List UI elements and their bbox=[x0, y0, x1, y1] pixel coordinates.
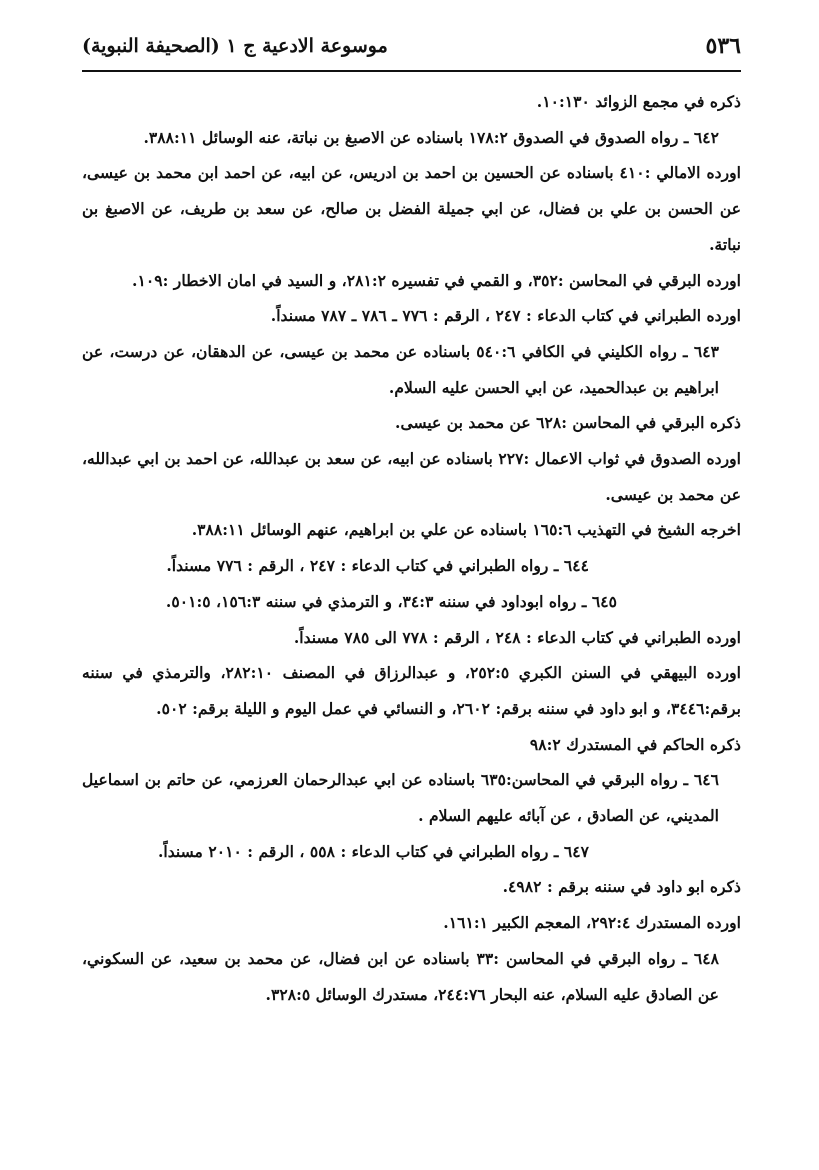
paragraph: اورده البرقي في المحاسن :٣٥٢، و القمي في تفسيره ٢٨١:٢، و السيد في امان الاخطار :١٠٩. bbox=[132, 270, 741, 290]
paragraph: اورده الصدوق في ثواب الاعمال :٢٢٧ باسناده عن ابيه، عن سعد بن عبدالله، عن احمد بن ابي عبدالله، عن محمد بن عيسى. bbox=[82, 449, 741, 504]
paragraph: ذكره ابو داود في سننه برقم : ٤٩٨٢. bbox=[502, 877, 741, 897]
paragraph: اورده الامالي :٤١٠ باسناده عن الحسين بن احمد بن ادريس، عن ابيه، عن احمد ابن محمد بن عيسى، عن الحسن بن علي بن فضال، عن ابي جميلة الفضل بن صالح، عن سعد بن طريف، عن الاصبغ بن نباتة. bbox=[82, 163, 741, 254]
paragraph: ٦٤٦ ـ رواه البرقي في المحاسن:٦٣٥ باسناده عن ابي عبدالرحمان العرزمي، عن حاتم بن اسماعيل المديني، عن الصادق ، عن آبائه عليهم السلام . bbox=[82, 770, 720, 826]
page-number: ٥٣٦ bbox=[705, 33, 741, 59]
paragraph: ٦٤٧ ـ رواه الطبراني في كتاب الدعاء : ٥٥٨ ، الرقم : ٢٠١٠ مسنداً. bbox=[157, 841, 589, 861]
paragraph: ٦٤٤ ـ رواه الطبراني في كتاب الدعاء : ٢٤٧ ، الرقم : ٧٧٦ مسنداً. bbox=[166, 556, 589, 576]
paragraph: ٦٤٥ ـ رواه ابوداود في سننه ٣٤:٣، و الترمذي في سننه ١٥٦:٣، ٥٠١:٥. bbox=[165, 591, 617, 611]
paragraph: ٦٤٢ ـ رواه الصدوق في الصدوق ١٧٨:٢ باسناده عن الاصبغ بن نباتة، عنه الوسائل ٣٨٨:١١. bbox=[143, 127, 719, 147]
paragraph: ذكره البرقي في المحاسن :٦٢٨ عن محمد بن عيسى. bbox=[395, 413, 741, 433]
paragraph: اورده البيهقي في السنن الكبري ٢٥٢:٥، و عبدالرزاق في المصنف ٢٨٢:١٠، والترمذي في سننه برقم:٣٤٤٦، و ابو داود في سننه برقم: ٢٦٠٢، و النسائي في عمل اليوم و الليلة برقم: ٥٠٢. bbox=[82, 663, 741, 718]
paragraph: اخرجه الشيخ في التهذيب ١٦٥:٦ باسناده عن علي بن ابراهيم، عنهم الوسائل ٣٨٨:١١. bbox=[191, 520, 741, 540]
paragraph: ٦٤٣ ـ رواه الكليني في الكافي ٥٤٠:٦ باسناده عن محمد بن عيسى، عن الدهقان، عن درست، عن ابراهيم بن عبدالحميد، عن ابي الحسن عليه السلام. bbox=[82, 341, 719, 397]
page-header bbox=[82, 22, 741, 72]
page-body bbox=[82, 84, 741, 1012]
paragraph: ٦٤٨ ـ رواه البرقي في المحاسن :٣٣ باسناده عن ابن فضال، عن محمد بن سعيد، عن السكوني، عن الصادق عليه السلام، عنه البحار ٢٤٤:٧٦، مستدرك الوسائل ٣٢٨:٥. bbox=[82, 948, 719, 1004]
running-title: موسوعة الادعية ج ١ (الصحيفة النبوية) bbox=[82, 35, 388, 57]
paragraph: اورده الطبراني في كتاب الدعاء : ٢٤٧ ، الرقم : ٧٧٦ ـ ٧٨٦ ـ ٧٨٧ مسنداً. bbox=[270, 306, 741, 326]
paragraph: ذكره الحاكم في المستدرك ٩٨:٢ bbox=[529, 734, 741, 754]
paragraph: اورده الطبراني في كتاب الدعاء : ٢٤٨ ، الرقم : ٧٧٨ الى ٧٨٥ مسنداً. bbox=[293, 627, 741, 647]
paragraph: اورده المستدرك ٢٩٢:٤، المعجم الكبير ١٦١:١. bbox=[443, 913, 741, 933]
paragraph: ذكره في مجمع الزوائد ١٠:١٣٠. bbox=[536, 92, 741, 111]
